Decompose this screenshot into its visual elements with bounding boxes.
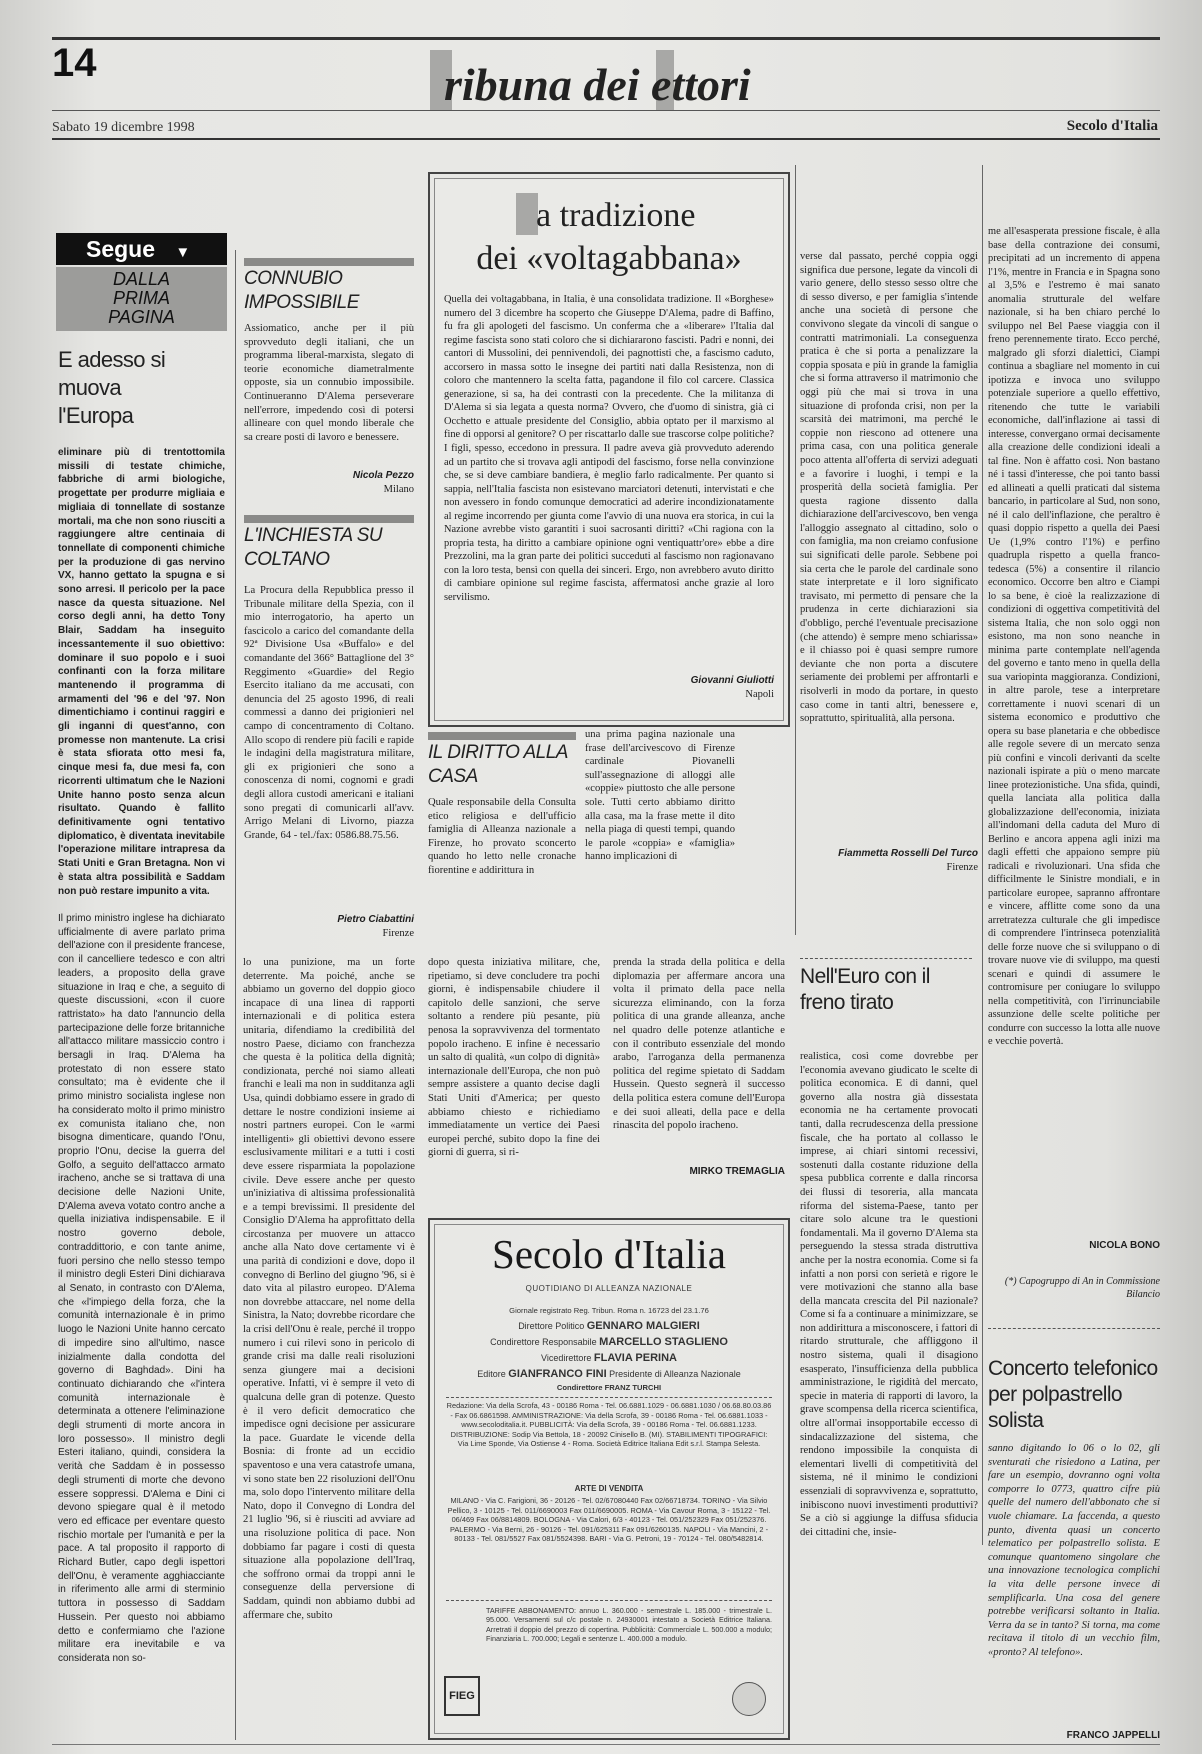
- featured-signature: Giovanni Giuliotti: [690, 675, 774, 686]
- masthead-rule-1: [446, 1397, 772, 1398]
- col-divider-4: [795, 165, 796, 935]
- line4-label: Vicedirettore: [540, 1353, 592, 1363]
- seal-icon: [732, 1682, 766, 1716]
- euro-text: realistica, così come dovrebbe per l'economia avevano giudicato le scelte di politica economica. E di danni, quel governo alla nostra già dissestata economia ne ha certamente provocati tanti, dalla recrudescenza della pressione fiscale, che ha portato al collasso le imprese, ai chiari sintomi recessivi, sostenuti dalla costante riduzione della spesa pubblica corrente e dalla rincorsa dei flussi di tesoreria, alla mancata riforma del sistema-Paese, tanto per citare solo alcune tra le questioni fondamentali. Ma il governo D'Alema sta perseguendo la stessa strada distruttiva anche per la nostra economia. Come si fa infatti a non porsi con serietà e rigore le vere motivazioni che stanno alla base della mancata crescita del Pil nazionale? Come si fa a continuare a minimizzare, se non addirittura a misconoscere, i fattori di ritardo strutturale, che affliggono il nostro sistema, quali il disagiono esasperato, l'insufficienza della pubblica amministrazione, le rigidità del mercato, specie in materia di rapporti di lavoro, la grave scompensa della ricerca scientifica, oltre all'ormai insopportabile eccesso di sindacalizzazione del sistema, che rendono impossibile la conquista di elementari livelli di competitività del sistema, né il minimo le condizioni essenziali di sopravvivenza e, soprattutto, inibiscono nuovi investimenti produttivi? Se a ciò si aggiunge la diffusa sfiducia dei cittadini che, insie-: [800, 1051, 978, 1538]
- segue-subbox: [56, 267, 227, 331]
- masthead-footer: TARIFFE ABBONAMENTO: annuo L. 360.000 - semestrale L. 185.000 - trimestrale L. 95.000. Versamenti sul c/c postale n. 24930001 intestato a Società Editrice Italiana. Arretrati il doppio del prezzo di copertina. Pubblicità: Commerciale L. 500.000 a modulo; Finanziaria L. 700.000; Legali e sentenze L. 400.000 a modulo.: [486, 1606, 772, 1644]
- inchiesta-location: Firenze: [382, 928, 414, 939]
- col6-footnote: (*) Capogruppo di An in Commissione Bilancio: [1004, 1276, 1160, 1300]
- featured-initial-block: [516, 193, 538, 235]
- col6-signature: NICOLA BONO: [1089, 1240, 1160, 1251]
- section-title: ribuna dei ettori: [444, 59, 751, 110]
- segue-label: Segue: [86, 236, 156, 262]
- diritto-text-b: una prima pagina nazionale una frase dell'arcivescovo di Firenze cardinale Piovanelli sull'assegnazione di alloggi alle «coppie» piuttosto che alle persone sole. Tutti certo abbiamo diritto alla casa, ma la frase mette il dito nella piaga di questi tempi, quando le parole «coppia» e «famiglia» hanno implicazioni di: [585, 729, 735, 863]
- diritto-bar: [428, 732, 576, 740]
- col-divider-5: [982, 165, 983, 1545]
- line2-label: Direttore Politico: [518, 1321, 585, 1331]
- header-rule-1: [52, 110, 1160, 111]
- segue-badge: [56, 233, 227, 265]
- col1-title: E adesso si muova l'Europa: [58, 347, 166, 428]
- lower-col-b: dopo questa iniziativa militare, che, ripetiamo, si deve concludere tra pochi giorni, è indispensabile chiudere il capitolo delle sanzioni, che serve soltanto a rendere più pesante, più penosa la sopravvivenza del tormentato popolo iracheno. E infine è necessario un salto di qualità, «un colpo di dignità» internazionale dell'Europa, che non può sempre assistere a quanto decise dagli Stati Uniti d'America; per questo abbiamo chiesto e richiediamo immediatamente un vertice dei Paesi europei perché, subito dopo la fine dei giorni di guerra, si ri-: [428, 957, 600, 1159]
- connubio-location: Milano: [383, 484, 414, 495]
- line5-rest: Presidente di Alleanza Nazionale: [609, 1369, 741, 1379]
- lower-col-a: lo una punizione, ma un forte deterrente. Ma poiché, anche se abbiamo un governo del doppio gioco incapace di una linea di rapporti internazionali e di politica estera unitaria, difendiamo la credibilità del nostro Paese, diciamo con franchezza che questa è la politica della dignità; condizionata, perché noi siamo alleati franchi e leali ma non in sudditanza agli Usa, quindi dobbiamo essere in grado di dettare le nostre condizioni insieme ai nostri partners europei. Con le «armi intelligenti» gli obiettivi devono essere esclusivamente militari e a tutti i costi deve essere risparmiata la popolazione civile. Deve essere anche per questo un'iniziativa di altissima professionalità e a tempi brevissimi. Il presidente del Consiglio D'Alema ha approfittato della circostanza per muovere un attacco anche alla Nato dove certamente vi è una parità di condizioni e dove, dopo il convegno di Berlino del giugno '96, si è dato vita al pilastro europeo. D'Alema non dovrebbe attaccare, nel nome della Sinistra, la Nato; dovrebbe ricordare che la crisi dell'Onu è reale, perché il troppo numero i cui rilevi sono in pericolo di grande crisi ma dalle reali risoluzioni senza giungere mai a decisioni operative. Infatti, vi è sempre il veto di qualcuna delle gran di potenze. Questo è il vero deficit democratico che impedisce ogni decisione per assicurare la pace. Guardate le vicende della Bosnia: di fronte ad un eccidio spaventoso e una vera catastrofe umana, vi sono state ben 22 risoluzioni dell'Onu ma, solo dopo l'intervento militare della Nato, dopo il Convegno di Londra del 21 luglio '96, si è riusciti ad avviare ad una risoluzione politica di pace. Non dobbiamo far pagare i costi di questa situazione alla popolazione dell'Iraq, che soffrono ormai da troppi anni le conseguenze della perversione di Saddam, quindi non abbiamo dubbi ad affermare che, subito: [243, 957, 415, 1621]
- line2-name: GENNARO MALGIERI: [586, 1320, 700, 1332]
- col1-text: Il primo ministro inglese ha dichiarato ufficialmente di avere parlato prima dell'azione con il presidente francese, con il cancelliere tedesco e con altri leaders, a proposito della grave situazione in Iraq e che, a seguito di queste discussioni, «con il cuore rattristato» ha dato l'annuncio della partecipazione delle forze britanniche all'attacco militare massiccio contro i bersagli in Iraq. D'Alema ha protestato di non essere stato consultato; ma è evidente che il primo ministro socialista inglese non ha considerato molto il primo ministro ex comunista italiano che, non bisogna dimenticare, quando l'Onu, proprio l'Onu, decise la guerra del Golfo, a seguito dell'attacco armato iracheno, anche se si trattava di una decisione delle Nazioni Unite, D'Alema aveva votato contro anche a quella iniziativa indispensabile. E il nostro governo debole, contraddittorio, e con tante anime, fuori persino che nello stesso tempo il ministro degli Esteri Dini dichiarava al Senato, in contrasto con D'Alema, che «l'impiego della forza, che la comunità internazionale è in primo luogo le Nazioni Unite hanno cercato di impedire sino all'ultimo, nasce inizialmente dalla condotta del governo di Baghdad». Dini ha continuato dichiarando che «l'intera comunità internazionale è determinata a ottenere l'eliminazione degli strumenti di morte ancora in loro possesso». Il ministro degli Esteri italiano, quindi, considera la verità che Saddam è in possesso degli strumenti di morte che devono essere soppressi. D'Alema e Dini ci devono spiegare qual è il metodo vero ed efficace per eventare questo rischio mortale per l'umanità e per la pace. A tal proposito il rapporto di Richard Butler, capo degli ispettori dell'Onu, è veramente agghiacciante in riferimento alle armi di sterminio tuttora in possesso di Saddam Hussein. Per questo noi abbiamo detto e confermiamo che l'azione militare era inevitabile e va considerata non so-: [58, 913, 225, 1664]
- masthead-rule-2: [446, 1600, 772, 1601]
- featured-title-line2: dei «voltagabbana»: [476, 240, 742, 277]
- connubio-title: CONNUBIO IMPOSSIBILE: [244, 268, 359, 313]
- col5-location: Firenze: [946, 862, 978, 873]
- concerto-dashed-rule: [988, 1328, 1160, 1329]
- masthead-line2: [440, 1320, 778, 1332]
- connubio-signature: Nicola Pezzo: [352, 470, 414, 481]
- line3-name: MARCELLO STAGLIENO: [599, 1336, 728, 1348]
- inchiesta-title: L'INCHIESTA SU COLTANO: [244, 525, 383, 570]
- masthead-line3: [440, 1336, 778, 1348]
- masthead-line4: [440, 1352, 778, 1364]
- paper-name-small: Secolo d'Italia: [1066, 118, 1158, 134]
- masthead-inner: [434, 1224, 784, 1734]
- connubio-bar: [244, 258, 414, 266]
- bottom-rule: [52, 1744, 1160, 1745]
- inchiesta-bar: [244, 515, 414, 523]
- masthead-arretrati-label: ARTE DI VENDITA: [574, 1484, 644, 1493]
- col-divider-1: [235, 250, 236, 1740]
- masthead-arretrati: MILANO - Via C. Farigioni, 36 - 20126 - Tel. 02/67080440 Fax 02/66718734. TORINO - Via Silvio Pellico, 3 - 10125 - Tel. 011/6690003 Fax 011/6690005. ROMA - Via Cavour Roma, 3 - 15122 - Tel. 06/469 Fax 06/8814809. BOLOGNA - Via Calori, 6/3 - 40123 - Tel. 051/252329 Fax 051/252376. PALERMO - Via Berni, 26 - 90126 - Tel. 091/625311 Fax 091/6260135. NAPOLI - Via Mancini, 2 - 80133 - Tel. 081/5527 Fax 081/5524398. BARI - Via G. Petroni, 19 - 70124 - Tel. 080/5482814.: [447, 1496, 771, 1544]
- top-rule: [52, 37, 1160, 40]
- col1-bold-text: eliminare più di trentottomila missili di testate chimiche, fabbriche di armi biologiche, progettate per produrre migliaia e migliaia di tonnellate di sostanze mortali, ma che non sono riusciti a raggiungere altre centinaia di tonnellate di componenti chimiche per la produzione di gas nervino VX, hanno gettato la spugna e si sono arresi. Il pericolo per la pace nasce da questa situazione. Nel corso degli anni, ha detto Tony Blair, Saddam ha inseguito incessantemente il suo obiettivo: dominare il suo popolo e i suoi confinanti con la forza militare mantenendo il programma di armamenti del '96 e del '97. Non dimentichiamo i continui raggiri e gli inganni di quest'anno, con promesse non mantenute. La crisi è stata sfiorata otto mesi fa, cinque mesi fa, due mesi fa, con ricorrenti ultimatum che le Nazioni Unite hanno posto senza alcun risultato. Quando è fallito definitivamente ogni tentativo diplomatico, è diventata inevitabile l'operazione militare intrapresa da Stati Uniti e Gran Bretagna. Non vi è stata altra possibilità e Saddam non può restare impunito a vita.: [58, 447, 225, 897]
- inchiesta-signature: Pietro Ciabattini: [337, 914, 414, 925]
- line5-name: GIANFRANCO FINI: [508, 1368, 607, 1380]
- line5-label: Editore: [477, 1369, 506, 1379]
- masthead-addresses: Redazione: Via della Scrofa, 43 - 00186 Roma - Tel. 06.6881.1029 - 06.6881.1030 / 06.68.80.03.86 - Fax 06.6861598. AMMINISTRAZIONE: Via della Scrofa, 39 - 00186 Roma - Tel. 06.6881.1033 - www.secoloditalia.it. PUBBLICITÀ: Via della Scrofa, 39 - 00186 Roma - Tel. 06.6881.1233. DISTRIBUZIONE: Sodip Via Bettola, 18 - 20092 Cinisello B. (MI). STABILIMENTI TIPOGRAFICI: Via Lime Sponde, Via Ostiense 4 - Roma. Società Editrice Italiana Edit s.r.l. Stampa Selesta.: [446, 1401, 772, 1449]
- connubio-text: Assiomatico, anche per il più sprovveduto degli italiani, che un programma liberal-marxista, slegato di teorie economiche diametralmente opposte, sia un connubio impossibile. Continueranno D'Alema perseverare nell'errore, impedendo così di potersi allineare con quel mondo liberale che sa creare posti di lavoro e benessere.: [244, 323, 414, 443]
- line3-label: Condirettore Responsabile: [490, 1337, 597, 1347]
- lower-col-c: prenda la strada della politica e della diplomazia per affermare ancora una volta il primato della pace nella sicurezza eliminando, con la forza politica di una grande alleanza, anche nel quadro delle potenze atlantiche e con il contributo essenziale del mondo arabo, l'arroganza della permanenza politica del regime spietato di Saddam Hussein. Questo segnerà il successo della politica estera comune dell'Europa e dei suoi alleati, della pace e della rinascita del popolo iracheno.: [613, 957, 785, 1132]
- header-rule-2: [52, 138, 1160, 140]
- inchiesta-text: La Procura della Repubblica presso il Tribunale militare della Spezia, con il mio interrogatorio, ha aperto un fascicolo a carico del comandante della 92ª Divisione Usa «Buffalo» e del comandante del 366° Battaglione del 3° Reggimento «Guardie» del Regio Esercito italiano da me accusati, con denuncia del 25 agosto 1996, di reali commessi a danno dei prigionieri nel campo di concentramento di Coltano. Allo scopo di rendere più facili e rapide le indagini della magistratura militare, gli ex prigionieri che sono a conoscenza di nomi, cognomi e gradi degli allora custodi americani e italiani sono pregati di comunicarli all'avv. Arrigo Melani di Livorno, piazza Grande, 64 - tel./fax: 0586.88.75.56.: [244, 585, 414, 841]
- featured-location: Napoli: [745, 689, 774, 700]
- triangle-down-icon: ▼: [175, 244, 191, 261]
- diritto-title: IL DIRITTO ALLA CASA: [428, 742, 568, 787]
- masthead-line5: [440, 1368, 778, 1380]
- masthead-subtitle: QUOTIDIANO DI ALLEANZA NAZIONALE: [525, 1284, 693, 1293]
- col5-text: verse dal passato, perché coppia oggi significa due persone, legate da vincoli di vario genere, dello stesso sesso oltre che di sesso diverso, e per famiglia s'intende anche una società di persone che convivono slegate da vincoli di sangue o contratti matrimoniali. La conseguenza pratica è che si porta a penalizzare la coppia sposata e più in grande la famiglia che si forma attraverso il matrimonio che oggi più che mai si trova in una situazione di profonda crisi, non per la scarsità dei matrimoni, ma perché le coppie non riescono ad ottenere una prima casa, con una politica generale poco attenta all'offerta di servizi adeguati e a favorire i luoghi, i tempi e la prosperità della società famiglia. Per questa ragione dissento dalla dichiarazione dell'arcivescovo, ben venga l'alloggio assegnato al cittadino, solo o con famiglia, ma non creiamo confusione sui significati delle parole. Sebbene poi sia certa che le parole del cardinale sono state interpretate e il loro significato travisato, mi permetto di pensare che la prudenza in certe dichiarazioni sia d'obbligo, perché l'eventuale precisazione (che attendo) è sempre meno schiarissa» e il chiasso poi è quasi sempre rumore deviante che non porta a discutere seriamente dei problemi per affrontarli e risolverli in modo da portare, in questo caso come in tanti altri, benessere e, soprattutto, spiritualità, alla persona.: [800, 251, 978, 725]
- segue-sub: DALLA PRIMA PAGINA: [108, 269, 175, 327]
- date: Sabato 19 dicembre 1998: [52, 120, 195, 135]
- lower-col-c-signature: MIRKO TREMAGLIA: [689, 1166, 785, 1177]
- masthead-line1: Giornale registrato Reg. Tribun. Roma n. 16723 del 23.1.76: [509, 1306, 709, 1315]
- masthead-line6: Condirettore FRANZ TURCHI: [556, 1383, 662, 1392]
- featured-title-line1: a tradizione: [536, 197, 696, 234]
- diritto-text-a: Quale responsabile della Consulta etico religiosa e dell'ufficio famiglia di Alleanza nazionale a Firenze, ho provato sconcerto quando ho letto nelle cronache fiorentine e addirittura in: [428, 797, 576, 876]
- line4-name: FLAVIA PERINA: [593, 1352, 677, 1364]
- col6-text: me all'esasperata pressione fiscale, è alla base della contrazione dei consumi, precipitati ad un incremento di appena l'1%, mentre in Francia e in Spagna sono al 3,5% e l'estremo è mai sanato anomalia strutturale del welfare nazionale, si ha ben chiaro perché lo sviluppo nel Bel Paese viaggia con il freno perennemente tirato. Ecco perché, malgrado gli sforzi dialettici, Ciampi continua a sbagliare nel momento in cui ipotizza e invoca uno sviluppo potenziale superiore a quello effettivo, ritenendo che tutte le variabili economiche, dall'inflazione ai tassi di interesse, convergano ormai decisamente alla creazione delle condizioni ideali a tal fine. Non è affatto così. Non bastano né i tassi d'interesse, che poi tanto bassi ed allineati a quelli praticati dal sistema bancario, in particolare al Sud, non sono, né il calo dell'inflazione, che peraltro è quasi doppio rispetto a quella dei Paesi Ue (1,9% contro l'1%) e perfino quadrupla rispetto a quella franco-tedesca (5%) a consentire il rilancio economico. Occorre ben altro e Ciampi lo sa bene, è cioè la realizzazione di condizioni di oggettiva competitività del sistema Italia, che non solo oggi non esistono, ma non sono neanche in minima parte contemplate nell'agenda del governo e tanto meno in quella della sua variopinta maggioranza. Condizioni, in altre parole, tese a interpretare correttamente i nuovi scenari di un sistema economico e produttivo che opera su base planetaria e che obbedisce alle regole severe di un mercato senza più confini e vincoli derivanti da scelte nazionali ispirate a più o meno marcate linee protezionistiche. Una sfida, quindi, quella lanciata alla politica dalla globalizzazione dell'economia, iniziata all'indomani della caduta del Muro di Berlino e ancora appena agli inizi ma dagli effetti che appaiono sempre più radicali e rivoluzionari. Una sfida che difficilmente le Sinistre mondiali, e in particolare europee, sapranno affrontare e vincere, afflitte come sono da una arretratezza culturale che gli impedisce di comprendere l'intrinseca potenzialità delle forze nuove che si sviluppano o di trovare nuove vie di sviluppo, ma questi scenari e quindi di assumere le contromisure per coniugare lo sviluppo nella competitività, con l'irrinunciabile assunzione delle scelte politiche per condurre con successo la lotta alle nuove e vecchie povertà.: [988, 226, 1160, 1047]
- col5-signature: Fiammetta Rosselli Del Turco: [838, 848, 978, 859]
- fieg-logo: FIEG: [444, 1676, 480, 1716]
- masthead-name: Secolo d'Italia: [492, 1231, 726, 1277]
- featured-text: Quella dei voltagabbana, in Italia, è una consolidata tradizione. Il «Borghese» numero del 3 dicembre ha scoperto che Giuseppe D'Alema, padre di Baffino, fu fra gli apologeti del fascismo. Un conferma che a «liberare» l'Italia dal regime fascista sono stati coloro che si dichiararono fascisti. Padri e nonni, dei cantori di Mussolini, dei pennivendoli, dei pagnottisti che, a fascismo caduto, accorsero in massa sotto le insegne dei partiti nati dalla Resistenza, non di coloro che mantennero la scelta fatta, pagandone il filo col carcere. Classica generazione, si sa, ha dei contrasti con la precedente. Che la militanza di D'Alema si sia legata a questa norma? Ovvero, che d'uomo di sinistra, già ci Occhetto e attuale presidente del Consiglio, abbia optato per il marxismo al fine di opporsi al genitore? O per riscattarlo dalle sue trascorse colpe politiche? I figli, spesso, eccedono in pressura. Il padre aveva già provveduto aderendo ad un partito che si trovava agli antipodi del fascismo, forse nella convinzione che, se si deve cambiare bandiera, è meglio farlo radicalmente. Per quanto si sappia, nell'Italia fascista non esistevano marciatori detenuti, intervistati e che non avessero in fondo comunque democratici ad aderire incondizionatamente al regime incorrendo per giunta come l'avvio di una nuova era storica, in cui la Nazione avrebbe visto garantiti i suoi sacrosanti diritti? «Chi ragiona con la propria testa, ha diritto a cambiare opinione ogni ventiquattr'ore» ebbe a dire Prezzolini, ma la gran parte dei politici succeduti al fascismo non ragionavano con la loro testa, bensì con quella dei sinceri. Ergo, non avrebbero avuto diritto di cambiare opinione sul regime fascista, affermatosi anche grazie al loro servilismo.: [444, 294, 774, 604]
- concerto-title: Concerto telefonico per polpastrello solista: [988, 1357, 1158, 1432]
- euro-dashed-rule: [800, 958, 972, 959]
- euro-title: Nell'Euro con il freno tirato: [800, 965, 930, 1014]
- concerto-signature: FRANCO JAPPELLI: [1066, 1730, 1160, 1741]
- page-number: 14: [52, 41, 97, 85]
- concerto-text: sanno digitando lo 06 o lo 02, gli sventurati che risiedono a Latina, per fare un esempio, dovranno ogni volta comporre lo 0773, quattro cifre più quelle del numero dell'abbonato che si vuole chiamare. La faccenda, a questo punto, diventa quasi un concerto telematico per polpastrello solista. E comunque quantomeno singolare che una innovazione tecnologica complichi la vita delle persone invece di semplificarla. Una cosa del genere potrebbe verificarsi soltanto in Italia. Verra da se in tanto? Si torna, ma come recitava il titolo di un vecchio film, «pronto? Al telefono».: [988, 1443, 1160, 1658]
